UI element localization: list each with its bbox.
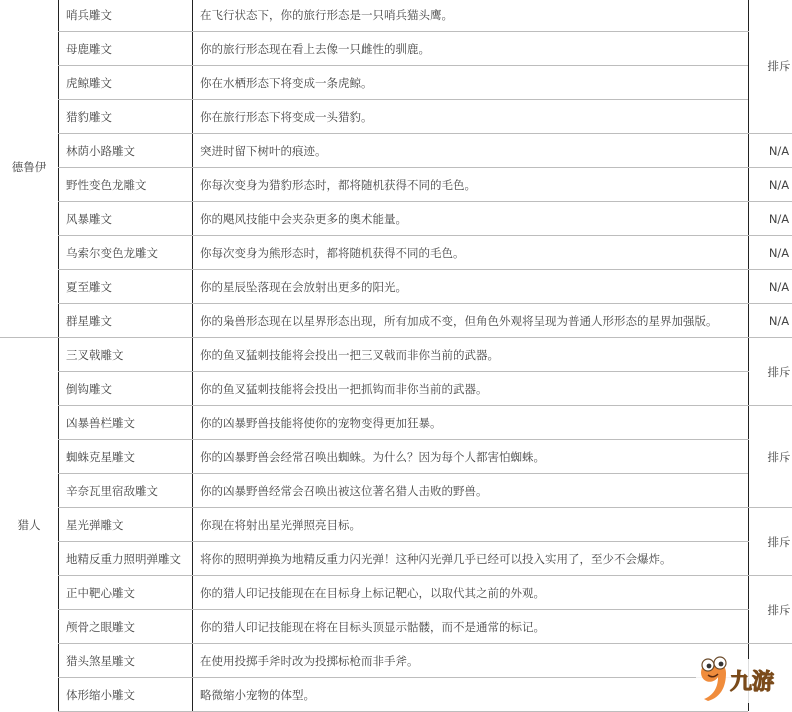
table-row	[0, 508, 792, 542]
glyph-name: 凶暴兽栏雕文	[59, 406, 193, 440]
glyph-name: 猎豹雕文	[59, 100, 193, 134]
glyph-name: 母鹿雕文	[59, 32, 193, 66]
table-row	[0, 0, 792, 32]
glyph-name: 风暴雕文	[59, 202, 193, 236]
svg-text:九游: 九游	[730, 669, 774, 695]
table-row	[0, 236, 792, 270]
table-row	[0, 576, 792, 610]
status-cell: 排斥	[749, 508, 792, 576]
table-row	[0, 372, 792, 406]
glyph-effect: 你的猎人印记技能现在将在目标头顶显示骷髅，而不是通常的标记。	[193, 610, 749, 644]
glyph-name: 倒钩雕文	[59, 372, 193, 406]
watermark-logo	[696, 641, 788, 703]
glyph-effect: 突进时留下树叶的痕迹。	[193, 134, 749, 168]
status-cell: 排斥	[749, 0, 792, 134]
glyph-name: 三叉戟雕文	[59, 338, 193, 372]
table-row	[0, 474, 792, 508]
glyph-effect: 在飞行状态下，你的旅行形态是一只哨兵猫头鹰。	[193, 0, 749, 32]
table-row	[0, 610, 792, 644]
table-row	[0, 32, 792, 66]
glyph-effect: 你的鱼叉猛刺技能将会投出一把抓钩而非你当前的武器。	[193, 372, 749, 406]
status-cell: N/A	[749, 168, 792, 202]
table-row	[0, 270, 792, 304]
status-cell: 排斥	[749, 406, 792, 508]
glyph-name: 正中靶心雕文	[59, 576, 193, 610]
table-row	[0, 168, 792, 202]
glyph-name: 辛奈瓦里宿敌雕文	[59, 474, 193, 508]
glyph-effect: 你的猎人印记技能现在在目标身上标记靶心，以取代其之前的外观。	[193, 576, 749, 610]
glyph-effect: 你的凶暴野兽会经常召唤出蜘蛛。为什么？因为每个人都害怕蜘蛛。	[193, 440, 749, 474]
glyph-effect: 你的旅行形态现在看上去像一只雌性的驯鹿。	[193, 32, 749, 66]
status-cell: 排斥	[749, 338, 792, 406]
table-row	[0, 678, 792, 712]
glyph-name: 猎头煞星雕文	[59, 644, 193, 678]
glyph-name: 林荫小路雕文	[59, 134, 193, 168]
glyph-effect: 你的枭兽形态现在以星界形态出现，所有加成不变，但角色外观将呈现为普通人形形态的星界加强版。	[193, 304, 749, 338]
glyph-effect: 你的鱼叉猛刺技能将会投出一把三叉戟而非你当前的武器。	[193, 338, 749, 372]
glyph-name: 地精反重力照明弹雕文	[59, 542, 193, 576]
table-row	[0, 100, 792, 134]
table-row	[0, 542, 792, 576]
glyph-name: 乌索尔变色龙雕文	[59, 236, 193, 270]
glyph-effect: 略微缩小宠物的体型。	[193, 678, 749, 712]
glyph-effect: 你每次变身为猎豹形态时，都将随机获得不同的毛色。	[193, 168, 749, 202]
table-row	[0, 134, 792, 168]
glyph-name: 虎鲸雕文	[59, 66, 193, 100]
glyph-effect: 你的飓风技能中会夹杂更多的奥术能量。	[193, 202, 749, 236]
glyph-effect: 你每次变身为熊形态时，都将随机获得不同的毛色。	[193, 236, 749, 270]
status-cell: N/A	[749, 236, 792, 270]
glyph-effect: 你在旅行形态下将变成一头猎豹。	[193, 100, 749, 134]
glyph-name: 野性变色龙雕文	[59, 168, 193, 202]
table-row	[0, 66, 792, 100]
glyph-effect: 你的凶暴野兽技能将使你的宠物变得更加狂暴。	[193, 406, 749, 440]
status-cell: N/A	[749, 270, 792, 304]
glyph-name: 夏至雕文	[59, 270, 193, 304]
glyph-name: 体形缩小雕文	[59, 678, 193, 712]
glyph-effect: 将你的照明弹换为地精反重力闪光弹！这种闪光弹几乎已经可以投入实用了，至少不会爆炸。	[193, 542, 749, 576]
class-cell-hunter: 猎人	[0, 338, 59, 712]
table-row	[0, 644, 792, 678]
table-row	[0, 304, 792, 338]
table-row	[0, 406, 792, 440]
status-cell: 排斥	[749, 576, 792, 644]
table-row	[0, 338, 792, 372]
table-row	[0, 202, 792, 236]
table-row	[0, 440, 792, 474]
glyph-name: 星光弹雕文	[59, 508, 193, 542]
glyph-effect: 在使用投掷手斧时改为投掷标枪而非手斧。	[193, 644, 749, 678]
class-cell-druid: 德鲁伊	[0, 0, 59, 338]
status-cell: N/A	[749, 304, 792, 338]
glyph-name: 哨兵雕文	[59, 0, 193, 32]
glyph-name: 蜘蛛克星雕文	[59, 440, 193, 474]
glyph-name: 颅骨之眼雕文	[59, 610, 193, 644]
glyph-effect: 你的凶暴野兽经常会召唤出被这位著名猎人击败的野兽。	[193, 474, 749, 508]
status-cell: N/A	[749, 134, 792, 168]
glyph-effect: 你现在将射出星光弹照亮目标。	[193, 508, 749, 542]
glyph-effect: 你在水栖形态下将变成一条虎鲸。	[193, 66, 749, 100]
mascot-9-icon	[696, 641, 788, 703]
glyph-name: 群星雕文	[59, 304, 193, 338]
glyph-effect: 你的星辰坠落现在会放射出更多的阳光。	[193, 270, 749, 304]
status-cell: N/A	[749, 202, 792, 236]
